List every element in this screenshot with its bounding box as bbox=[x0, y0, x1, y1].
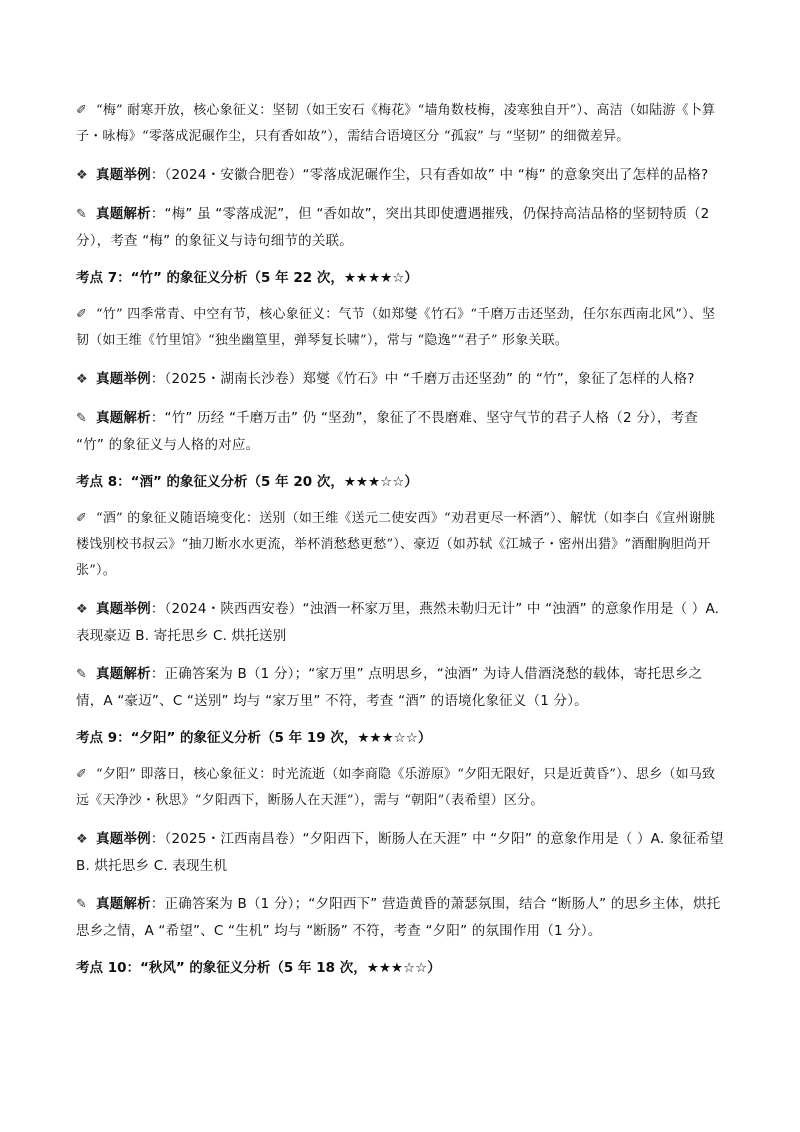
diamond-icon: ❖ bbox=[76, 168, 88, 183]
example-label: 真题举例 bbox=[96, 831, 151, 847]
quill-icon: ✎ bbox=[76, 897, 88, 912]
analysis-label: 真题解析 bbox=[96, 666, 151, 682]
note-paragraph bbox=[76, 302, 724, 354]
note-text: “竹” 四季常青、中空有节，核心象征义：气节（如郑燮《竹石》“千磨万击还坚劲，任尔东西南北风”）、坚韧（如王维《竹里馆》“独坐幽篁里，弹琴复长啸”），常与 “隐逸”“君子” 形象关联。 bbox=[76, 307, 716, 348]
example-text: ：（2024・安徽合肥卷）“零落成泥碾作尘，只有香如故” 中 “梅” 的意象突出了怎样的品格? bbox=[150, 167, 709, 183]
analysis-text: ：“竹” 历经 “千磨万击” 仍 “坚劲”，象征了不畏磨难、坚守气节的君子人格（2 分），考查 “竹” 的象征义与人格的对应。 bbox=[76, 410, 698, 453]
quill-icon: ✎ bbox=[76, 207, 88, 222]
example-text: ：（2024・陕西西安卷）“浊酒一杯家万里，燕然未勒归无计” 中 “浊酒” 的意象作用是（ ）A. 表现豪迈 B. 寄托思乡 C. 烘托送别 bbox=[76, 601, 720, 644]
diamond-icon: ❖ bbox=[76, 372, 88, 387]
section-heading: 考点 9：“夕阳” 的象征义分析（5 年 19 次，★★★☆☆） bbox=[76, 730, 432, 746]
note-paragraph bbox=[76, 762, 724, 814]
analysis-label: 真题解析 bbox=[96, 410, 151, 426]
pencil-icon: ✐ bbox=[76, 511, 88, 526]
document-content bbox=[76, 98, 724, 992]
analysis-paragraph bbox=[76, 661, 724, 714]
diamond-icon: ❖ bbox=[76, 602, 88, 617]
quill-icon: ✎ bbox=[76, 667, 88, 682]
example-paragraph bbox=[76, 162, 724, 189]
example-text: ：（2025・湖南长沙卷）郑燮《竹石》中 “千磨万击还坚劲” 的 “竹”，象征了怎样的人格? bbox=[150, 371, 695, 387]
analysis-paragraph bbox=[76, 405, 724, 458]
example-label: 真题举例 bbox=[96, 167, 151, 183]
analysis-label: 真题解析 bbox=[96, 206, 151, 222]
pencil-icon: ✐ bbox=[76, 307, 88, 322]
section-heading: 考点 8：“酒” 的象征义分析（5 年 20 次，★★★☆☆） bbox=[76, 474, 418, 490]
pencil-icon: ✐ bbox=[76, 767, 88, 782]
note-text: “夕阳” 即落日，核心象征义：时光流逝（如李商隐《乐游原》“夕阳无限好，只是近黄昏”）、思乡（如马致远《天净沙・秋思》“夕阳西下，断肠人在天涯”），需与 “朝阳”（表希望）区分。 bbox=[76, 767, 716, 808]
note-paragraph bbox=[76, 506, 724, 584]
analysis-text: ：正确答案为 B（1 分）；“家万里” 点明思乡，“浊酒” 为诗人借酒浇愁的载体，寄托思乡之情，A “豪迈”、C “送别” 均与 “家万里” 不符，考查 “酒” 的语境化象征义（1 分）。 bbox=[76, 666, 703, 709]
example-label: 真题举例 bbox=[96, 371, 151, 387]
pencil-icon: ✐ bbox=[76, 103, 88, 118]
analysis-text: ：“梅” 虽 “零落成泥”，但 “香如故”，突出其即使遭遇摧残，仍保持高洁品格的坚韧特质（2 分），考查 “梅” 的象征义与诗句细节的关联。 bbox=[76, 206, 710, 249]
diamond-icon: ❖ bbox=[76, 832, 88, 847]
analysis-label: 真题解析 bbox=[96, 896, 151, 912]
section-heading: 考点 7：“竹” 的象征义分析（5 年 22 次，★★★★☆） bbox=[76, 270, 418, 286]
note-text: “梅” 耐寒开放，核心象征义：坚韧（如王安石《梅花》“墙角数枝梅，凌寒独自开”）、高洁（如陆游《卜算子・咏梅》“零落成泥碾作尘，只有香如故”），需结合语境区分 “孤寂” 与 “坚韧” 的细微差异。 bbox=[76, 103, 716, 144]
note-paragraph bbox=[76, 98, 724, 150]
note-text: “酒” 的象征义随语境变化：送别（如王维《送元二使安西》“劝君更尽一杯酒”）、解忧（如李白《宣州谢朓楼饯别校书叔云》“抽刀断水水更流，举杯消愁愁更愁”）、豪迈（如苏轼《江城子・密州出猎》“酒酣胸胆尚开张”）。 bbox=[76, 511, 716, 578]
example-text: ：（2025・江西南昌卷）“夕阳西下，断肠人在天涯” 中 “夕阳” 的意象作用是（ ）A. 象征希望 B. 烘托思乡 C. 表现生机 bbox=[76, 831, 724, 874]
quill-icon: ✎ bbox=[76, 411, 88, 426]
example-label: 真题举例 bbox=[96, 601, 151, 617]
section-heading: 考点 10：“秋风” 的象征义分析（5 年 18 次，★★★☆☆） bbox=[76, 960, 441, 976]
analysis-paragraph bbox=[76, 891, 724, 944]
analysis-text: ：正确答案为 B（1 分）；“夕阳西下” 营造黄昏的萧瑟氛围，结合 “断肠人” 的思乡主体，烘托思乡之情，A “希望”、C “生机” 均与 “断肠” 不符，考查 “夕阳” 的氛围作用（1 分）。 bbox=[76, 896, 721, 939]
example-paragraph bbox=[76, 596, 724, 649]
example-paragraph bbox=[76, 826, 724, 879]
example-paragraph bbox=[76, 366, 724, 393]
analysis-paragraph bbox=[76, 201, 724, 254]
